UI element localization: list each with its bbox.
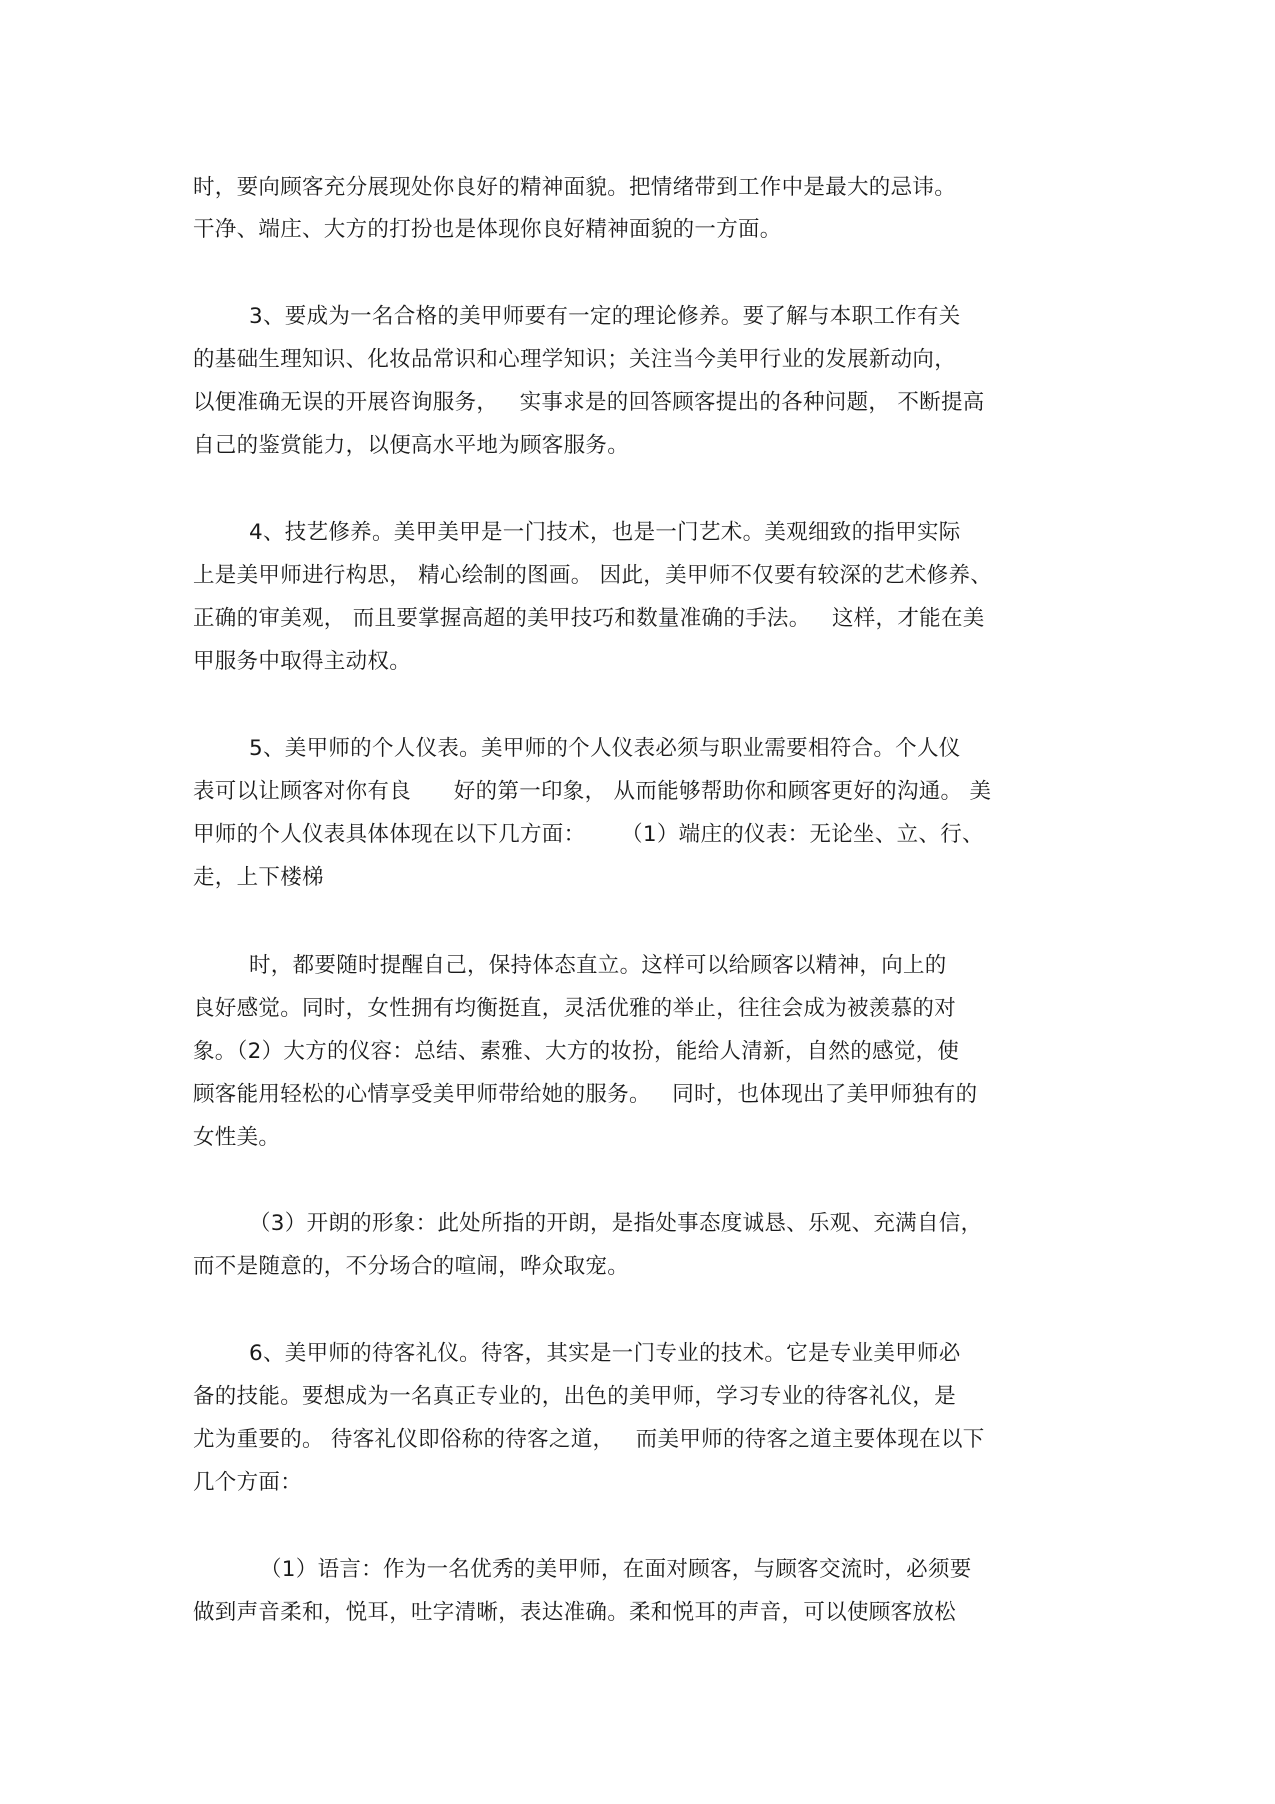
text-line: 自己的鉴赏能力，以便高水平地为顾客服务。 (193, 433, 630, 458)
text-line: 时，要向顾客充分展现处你良好的精神面貌。把情绪带到工作中是最大的忌讳。 (193, 175, 957, 200)
text-line: 干净、端庄、大方的打扮也是体现你良好精神面貌的一方面。 (193, 217, 782, 242)
text-line: （3）开朗的形象：此处所指的开朗，是指处事态度诚恳、乐观、充满自信， (249, 1211, 983, 1236)
text-line: 时，都要随时提醒自己，保持体态直立。这样可以给顾客以精神，向上的 (249, 953, 947, 978)
text-line: 3、要成为一名合格的美甲师要有一定的理论修养。要了解与本职工作有关 (249, 304, 961, 329)
text-line: 6、美甲师的待客礼仪。待客，其实是一门专业的技术。它是专业美甲师必 (249, 1341, 961, 1366)
text-line: 表可以让顾客对你有良 好的第一印象， 从而能够帮助你和顾客更好的沟通。 美 (193, 779, 992, 804)
text-line: 备的技能。要想成为一名真正专业的，出色的美甲师，学习专业的待客礼仪，是 (193, 1384, 957, 1409)
text-line: 甲师的个人仪表具体体现在以下几方面： （1）端庄的仪表：无论坐、立、行、 (193, 822, 984, 847)
text-line: 几个方面： (193, 1470, 303, 1495)
text-line: 象。（2）大方的仪容：总结、素雅、大方的妆扮，能给人清新，自然的感觉，使 (193, 1039, 960, 1064)
text-line: 而不是随意的，不分场合的喧闹，哗众取宠。 (193, 1254, 630, 1279)
text-line: 的基础生理知识、化妆品常识和心理学知识；关注当今美甲行业的发展新动向， (193, 347, 957, 372)
text-line: 正确的审美观， 而且要掌握高超的美甲技巧和数量准确的手法。 这样，才能在美 (193, 606, 985, 631)
text-line: 上是美甲师进行构思， 精心绘制的图画。 因此，美甲师不仅要有较深的艺术修养、 (193, 563, 993, 588)
text-line: 女性美。 (193, 1125, 281, 1150)
text-line: 走，上下楼梯 (193, 865, 324, 890)
text-line: 以便准确无误的开展咨询服务， 实事求是的回答顾客提出的各种问题， 不断提高 (193, 390, 985, 415)
text-line: 良好感觉。同时，女性拥有均衡挺直，灵活优雅的举止，往往会成为被羡慕的对 (193, 996, 957, 1021)
text-line: 做到声音柔和，悦耳，吐字清晰，表达准确。柔和悦耳的声音，可以使顾客放松 (193, 1600, 957, 1625)
text-line: 甲服务中取得主动权。 (193, 649, 412, 674)
text-line: 4、技艺修养。美甲美甲是一门技术，也是一门艺术。美观细致的指甲实际 (249, 520, 961, 545)
text-line: （1）语言：作为一名优秀的美甲师，在面对顾客，与顾客交流时，必须要 (260, 1557, 972, 1582)
text-line: 尤为重要的。 待客礼仪即俗称的待客之道， 而美甲师的待客之道主要体现在以下 (193, 1427, 985, 1452)
text-line: 顾客能用轻松的心情享受美甲师带给她的服务。 同时，也体现出了美甲师独有的 (193, 1082, 978, 1107)
text-line: 5、美甲师的个人仪表。美甲师的个人仪表必须与职业需要相符合。个人仪 (249, 736, 961, 761)
